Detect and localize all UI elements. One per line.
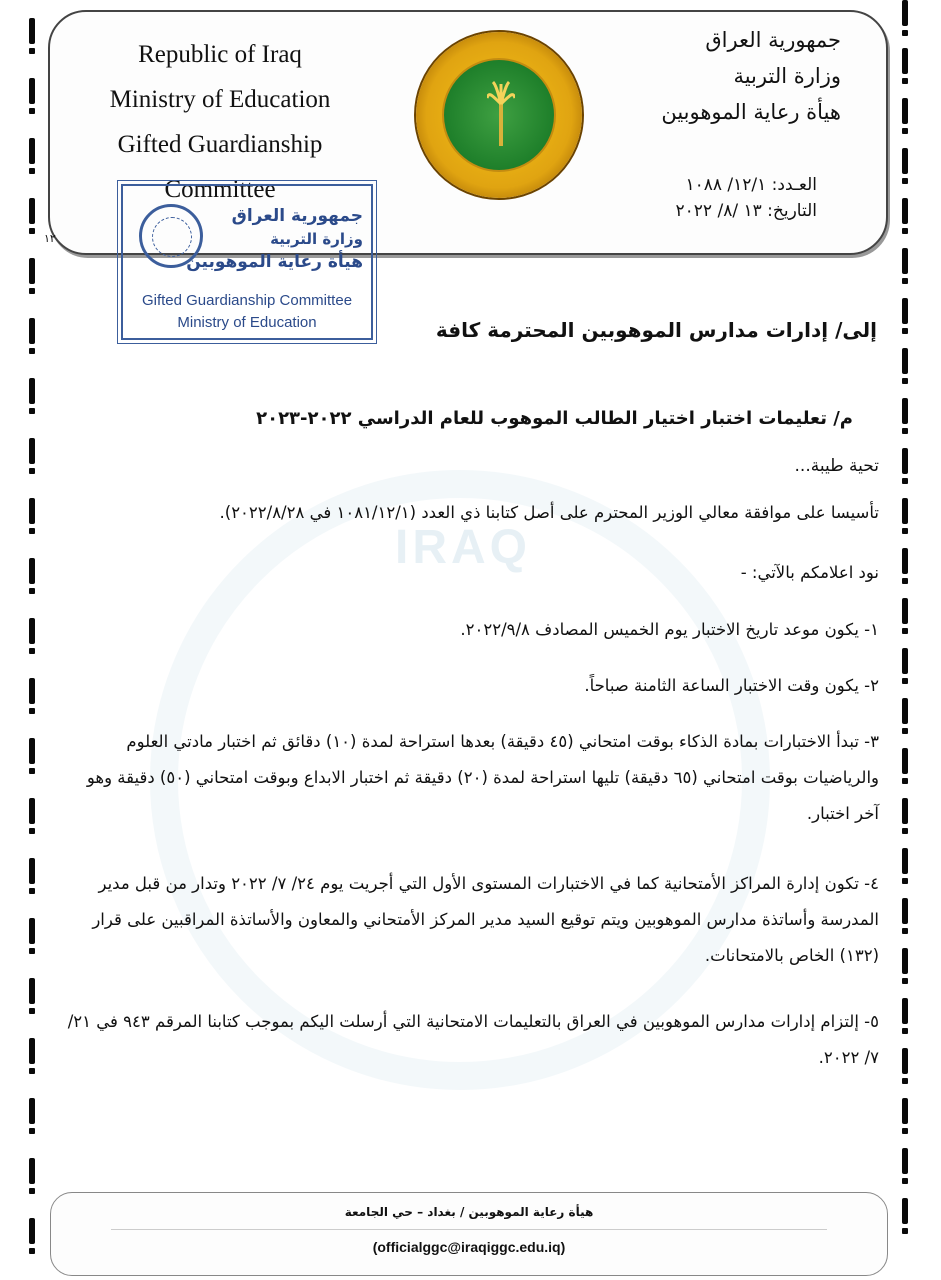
reference-number: العـدد: ١٢/١/ ١٠٨٨ [685,175,817,195]
letter-footer [50,1192,888,1276]
right-border-marks [899,0,913,1280]
instruction-item: ٢- يكون وقت الاختبار الساعة الثامنة صباحاً. [584,676,879,695]
english-line-country: Republic of Iraq [138,41,302,68]
instruction-item: ١- يكون موعد تاريخ الاختبار يوم الخميس المصادف ٢٠٢٢/٩/٨. [460,620,879,639]
arabic-letterhead [661,22,841,130]
english-line-committee-1: Gifted Guardianship [117,131,323,158]
instruction-item: ٤- تكون إدارة المراكز الأمتحانية كما في الاختبارات المستوى الأول التي أجريت يوم ٢٤/ ٧/ ٢٠٢٢ وتدار من قبل مدير المدرسة وأساتذة مدارس الموهوبين ويتم توقيع السيد مدير المركز الأمتحاني والمعاون والأساتذة المراقبين على قرار (١٣٢) الخاص بالامتحانات. [92,874,879,965]
arabic-line-country: جمهورية العراق [705,28,841,52]
letter-greeting: تحية طيبة... [794,456,879,476]
watermark-text: IRAQ [395,521,531,574]
stamp-arabic-ministry: وزارة التربية [270,230,363,248]
letter-subject: م/ تعليمات اختبار اختيار الطالب الموهوب للعام الدراسي ٢٠٢٢-٢٠٢٣ [256,408,853,429]
instruction-item: ٥- إلتزام إدارات مدارس الموهوبين في العراق بالتعليمات الامتحانية التي أرسلت اليكم بموجب كتابنا المرقم ٩٤٣ في ٢١/ ٧/ ٢٠٢٢. [67,1012,879,1067]
margin-number: ١٢ [44,232,56,245]
left-border-marks [26,0,40,1280]
emblem-center [442,58,556,172]
letter-intro: تأسيسا على موافقة معالي الوزير المحترم على أصل كتابنا ذي العدد (١٠٨١/١٢/١ في ٢٠٢٢/٨/٢٨). [219,503,879,522]
ministry-emblem-icon [416,32,582,198]
footer-divider [111,1229,827,1230]
footer-email: (officialggc@iraqiggc.edu.iq) [372,1239,566,1255]
stamp-arabic-country: جمهورية العراق [231,206,363,226]
arabic-line-ministry: وزارة التربية [733,64,841,88]
stamp-english-committee: Gifted Guardianship Committee [141,292,353,309]
instruction-item: ٣- تبدأ الاختبارات بمادة الذكاء بوقت امتحاني (٤٥ دقيقة) بعدها استراحة لمدة (١٠) دقائق ثم اختبار مادتي العلوم والرياضيات بوقت امتحاني (٦٥ دقيقة) تليها استراحة لمدة (٢٠) دقيقة ثم اختبار الابداع وبوقت امتحاني (٥٠) دقيقة وهو آخر اختبار. [86,732,879,823]
letter-notify: نود اعلامكم بالآتي: - [740,563,879,582]
palm-tree-icon [487,80,515,150]
stamp-arabic-committee: هيأة رعاية الموهوبين [186,252,363,272]
letter-addressee: إلى/ إدارات مدارس الموهوبين المحترمة كافة [435,318,877,342]
arabic-line-committee: هيأة رعاية الموهوبين [661,100,841,124]
footer-address: هيأة رعاية الموهوبين / بغداد – حي الجامعة [344,1205,594,1219]
stamp-english-ministry: Ministry of Education [177,314,317,331]
reference-date: التاريخ: ١٣ /٨/ ٢٠٢٢ [675,201,817,221]
english-line-committee-2: Committee [164,176,276,203]
official-stamp [121,184,373,340]
reference-block [676,172,817,224]
english-line-ministry: Ministry of Education [109,86,331,113]
